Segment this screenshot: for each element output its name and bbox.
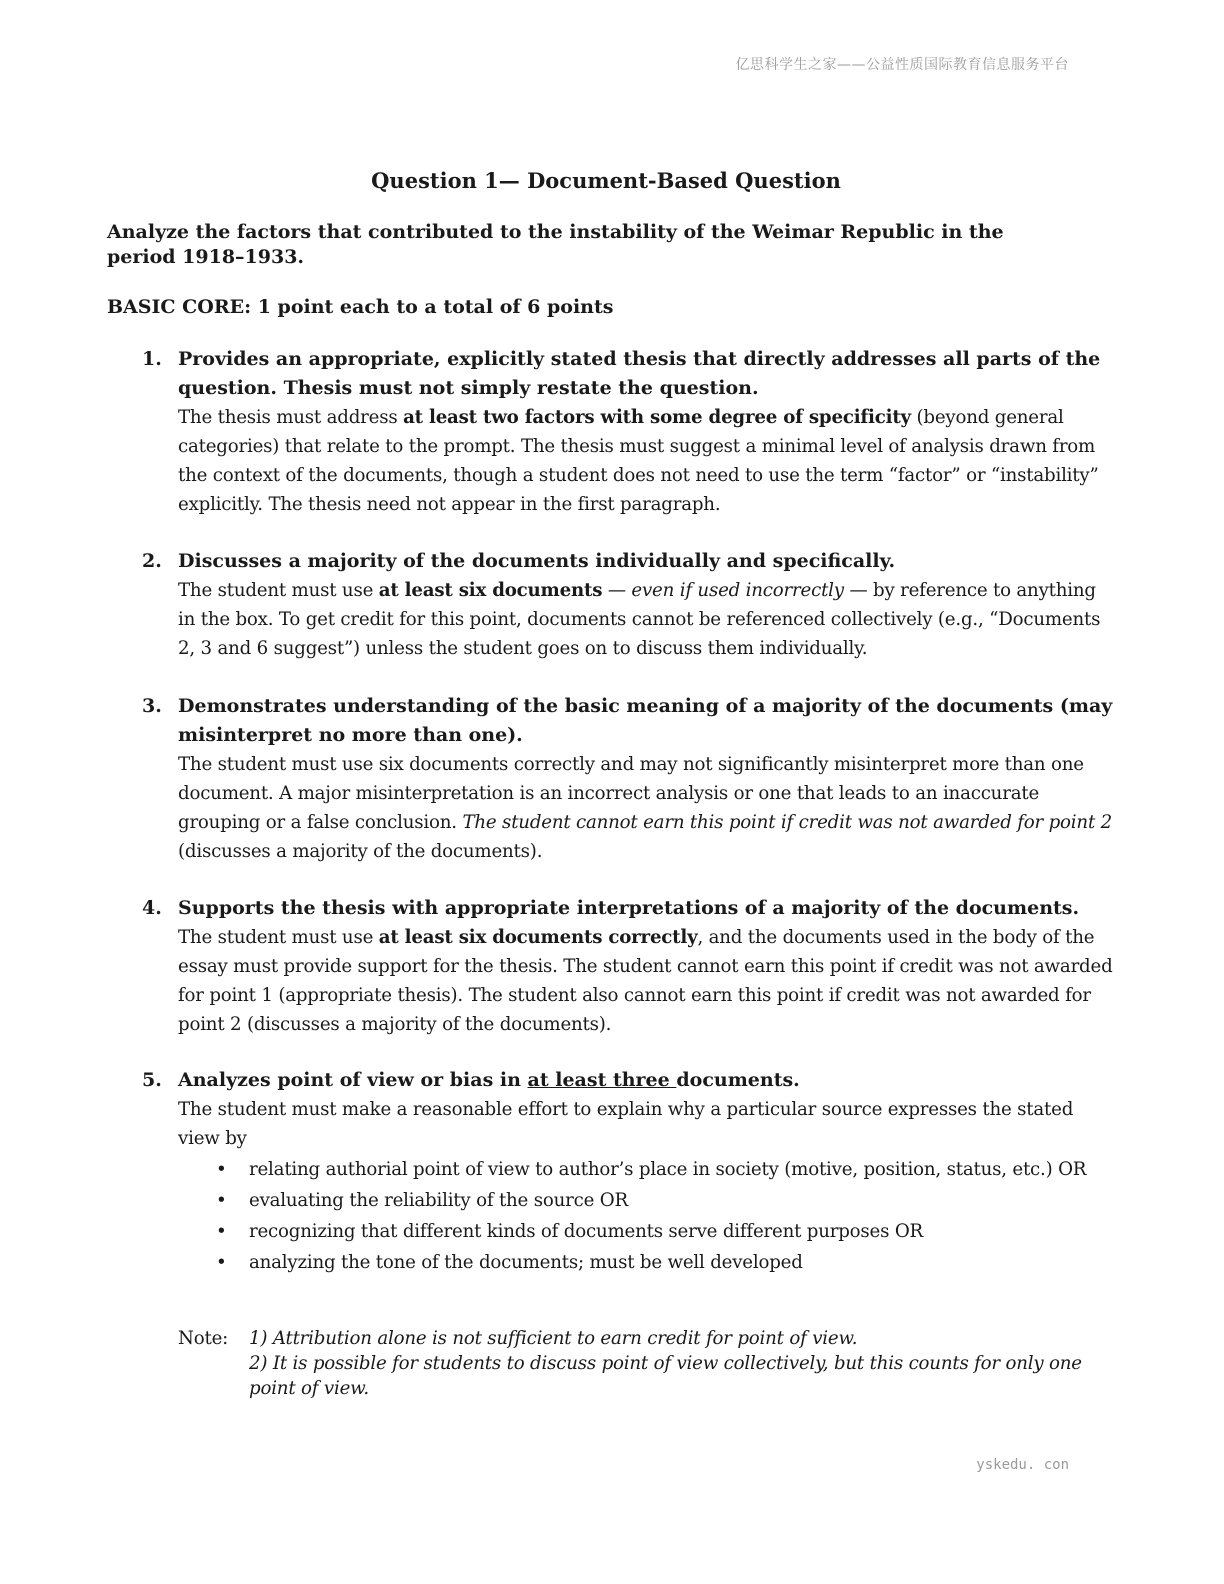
page-title: Question 1— Document-Based Question	[371, 168, 841, 193]
criterion-title: Demonstrates understanding of the basic meaning of a majority of the documents (may misinterpret no more than one).	[178, 695, 1113, 746]
list-item: • analyzing the tone of the documents; must be well developed	[178, 1248, 1117, 1277]
list-item: • recognizing that different kinds of documents serve different purposes OR	[178, 1217, 1117, 1246]
criterion-number: 4.	[142, 897, 162, 919]
note-label: Note:	[178, 1328, 229, 1349]
note-line-1: 1) Attribution alone is not sufficient to earn credit for point of view.	[249, 1328, 858, 1349]
criterion-4	[142, 894, 1117, 1039]
list-item: • evaluating the reliability of the source OR	[178, 1186, 1117, 1215]
note-block	[178, 1326, 1098, 1401]
criterion-number: 1.	[142, 348, 162, 370]
criterion-3	[142, 692, 1117, 866]
criterion-number: 5.	[142, 1069, 162, 1091]
criterion-number: 3.	[142, 695, 162, 717]
criterion-title: Supports the thesis with appropriate interpretations of a majority of the documents.	[178, 897, 1080, 919]
bullet-icon: •	[216, 1159, 227, 1180]
note-line-2: 2) It is possible for students to discuss point of view collectively, but this counts for only one point of view.	[249, 1353, 1082, 1399]
bullet-icon: •	[216, 1252, 227, 1273]
bullet-icon: •	[216, 1221, 227, 1242]
criterion-1	[142, 345, 1117, 519]
criterion-description: The student must use six documents correctly and may not significantly misinterpret more than one document. A major misinterpretation is an incorrect analysis or one that leads to an inaccurate grouping or a false conclusion. The student cannot earn this point if credit was not awarded for point 2 (discusses a majority of the documents).	[178, 754, 1113, 862]
criterion-description: The thesis must address at least two factors with some degree of specificity (beyond general categories) that relate to the prompt. The thesis must suggest a minimal level of analysis drawn from the context of the documents, though a student does not need to use the term “factor” or “instability” explicitly. The thesis need not appear in the first paragraph.	[178, 407, 1099, 515]
criterion-title: Provides an appropriate, explicitly stated thesis that directly addresses all parts of the question. Thesis must not simply restate the question.	[178, 348, 1101, 399]
criterion-description: The student must make a reasonable effort to explain why a particular source expresses the stated view by	[178, 1099, 1074, 1149]
footer-watermark: yskedu. con	[976, 1457, 1069, 1473]
header-watermark: 亿思科学生之家——公益性质国际教育信息服务平台	[735, 57, 1069, 73]
essay-prompt: Analyze the factors that contributed to the instability of the Weimar Republic in the period 1918–1933.	[107, 221, 1004, 268]
criterion-title: Discusses a majority of the documents individually and specifically.	[178, 550, 896, 572]
bullet-icon: •	[216, 1190, 227, 1211]
criterion-number: 2.	[142, 550, 162, 572]
criterion-description: The student must use at least six documents correctly, and the documents used in the body of the essay must provide support for the thesis. The student cannot earn this point if credit was not awarded for point 1 (appropriate thesis). The student also cannot earn this point if credit was not awarded for point 2 (discusses a majority of the documents).	[178, 927, 1113, 1035]
basic-core-heading: BASIC CORE: 1 point each to a total of 6 points	[107, 296, 614, 318]
criterion-5	[142, 1066, 1117, 1279]
list-item: • relating authorial point of view to author’s place in society (motive, position, status, etc.) OR	[178, 1155, 1117, 1184]
criterion-title: Analyzes point of view or bias in at least three documents.	[178, 1069, 800, 1091]
criterion-2	[142, 547, 1117, 663]
criterion-bullet-list	[178, 1155, 1117, 1277]
criterion-description: The student must use at least six documents — even if used incorrectly — by reference to anything in the box. To get credit for this point, documents cannot be referenced collectively (e.g., “Documents 2, 3 and 6 suggest”) unless the student goes on to discuss them individually.	[178, 580, 1101, 659]
